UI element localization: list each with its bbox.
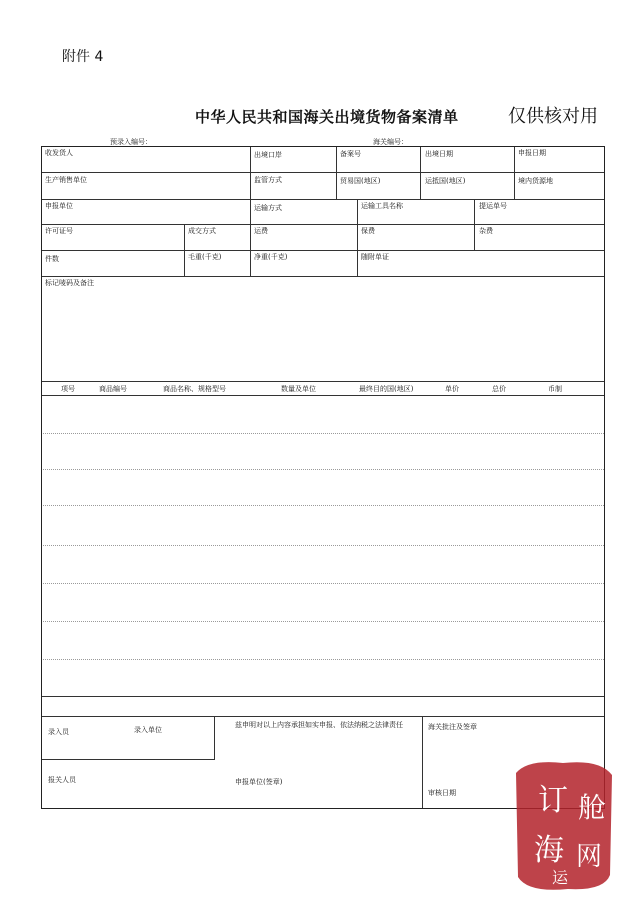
review-date-label: 审核日期: [428, 789, 456, 797]
goods-row-line: [43, 469, 604, 470]
col-divider: [336, 147, 337, 199]
misc-fee-label: 杂费: [479, 227, 493, 235]
arrival-country-label: 运抵国(地区): [425, 177, 466, 185]
svg-text:舱: 舱: [578, 791, 607, 824]
exit-date-label: 出境日期: [425, 150, 453, 158]
license-number-label: 许可证号: [45, 227, 73, 235]
record-number-label: 备案号: [340, 150, 361, 158]
insurance-label: 保费: [361, 227, 375, 235]
documents-label: 随附单证: [361, 253, 389, 261]
row-divider: [42, 250, 604, 251]
vehicle-name-label: 运输工具名称: [361, 202, 403, 210]
goods-row-line: [43, 545, 604, 546]
gross-weight-label: 毛重(千克): [188, 253, 222, 261]
producer-label: 生产销售单位: [45, 176, 87, 184]
deal-mode-label: 成交方式: [188, 227, 216, 235]
col-divider: [420, 147, 421, 199]
marks-label: 标记唛码及备注: [45, 279, 94, 287]
customs-approval-label: 海关批注及签章: [428, 723, 477, 731]
col-divider: [422, 716, 423, 808]
col-divider: [514, 147, 515, 199]
col-divider: [184, 224, 185, 276]
goods-row-line: [43, 659, 604, 660]
net-weight-label: 净重(千克): [254, 253, 288, 261]
goods-col-unit-price: 单价: [445, 385, 459, 393]
row-divider: [42, 395, 604, 396]
consignor-label: 收发货人: [45, 149, 73, 157]
goods-col-name: 商品名称、规格型号: [163, 385, 226, 393]
goods-col-quantity: 数量及单位: [281, 385, 316, 393]
goods-row-line: [43, 433, 604, 434]
customs-number-label: 海关编号：: [373, 138, 408, 146]
declaration-text: 兹申明对以上内容承担如实申报、依法纳税之法律责任: [235, 721, 403, 729]
declare-date-label: 申报日期: [518, 149, 546, 157]
domestic-source-label: 境内货源地: [518, 177, 553, 185]
goods-col-total-price: 总价: [492, 385, 506, 393]
row-divider: [42, 172, 604, 173]
col-divider: [250, 147, 251, 276]
svg-text:海: 海: [534, 833, 564, 868]
col-divider: [357, 199, 358, 276]
declarant-seal-label: 申报单位(签章): [235, 778, 283, 786]
svg-text:订: 订: [538, 783, 568, 818]
row-divider: [42, 381, 604, 382]
form-title: 中华人民共和国海关出境货物备案清单: [195, 108, 459, 126]
entry-clerk-label: 录入员: [48, 728, 69, 736]
goods-col-currency: 币制: [548, 385, 562, 393]
svg-text:网: 网: [576, 842, 603, 872]
exit-port-label: 出境口岸: [254, 151, 282, 159]
goods-row-line: [43, 505, 604, 506]
transport-mode-label: 运输方式: [254, 204, 282, 212]
row-divider: [42, 716, 604, 717]
entry-unit-label: 录入单位: [134, 726, 162, 734]
bill-number-label: 提运单号: [479, 202, 507, 210]
declarant-label: 申报单位: [45, 202, 73, 210]
pre-entry-number-label: 预录入编号：: [110, 138, 152, 146]
pieces-label: 件数: [45, 255, 59, 263]
goods-col-code: 商品编号: [99, 385, 127, 393]
goods-col-item-no: 项号: [61, 385, 75, 393]
row-divider: [42, 199, 604, 200]
goods-row-line: [43, 621, 604, 622]
row-divider: [42, 696, 604, 697]
row-divider: [42, 276, 604, 277]
broker-label: 报关人员: [48, 776, 76, 784]
attachment-label: 附件 4: [62, 49, 104, 65]
row-divider: [42, 224, 604, 225]
watermark-seal: [508, 755, 618, 895]
svg-text:运: 运: [552, 868, 569, 887]
goods-row-line: [43, 583, 604, 584]
verification-stamp-text: 仅供核对用: [508, 106, 598, 127]
supervision-label: 监管方式: [254, 176, 282, 184]
col-divider: [214, 716, 215, 760]
col-divider: [474, 199, 475, 250]
freight-label: 运费: [254, 227, 268, 235]
goods-col-destination: 最终目的国(地区): [359, 385, 414, 393]
trade-country-label: 贸易国(地区): [340, 177, 381, 185]
declaration-form: [41, 146, 605, 809]
row-divider: [42, 759, 214, 760]
